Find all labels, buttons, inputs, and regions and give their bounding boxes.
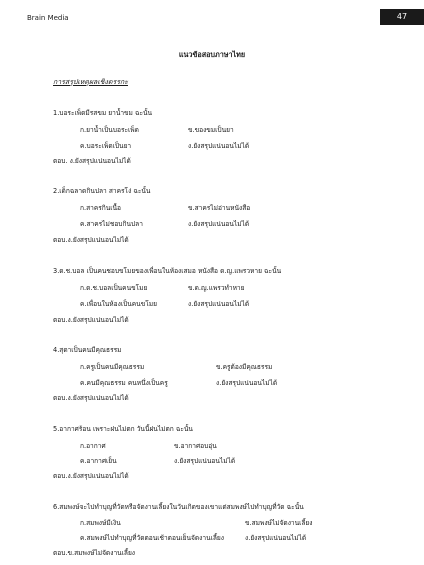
question-6-choice-b: ข.สมพงษ์ไม่จัดงานเลี้ยง: [245, 519, 313, 527]
question-2-stem: 2.เด็กฉลาดกินปลา สาครโง่ ฉะนั้น: [53, 187, 151, 195]
question-1-choice-c: ค.บอระเพ็ดเป็นยา: [80, 142, 132, 150]
question-4-choice-b: ข.ครูต้องมีคุณธรรม: [216, 363, 273, 371]
question-4-choice-c: ค.คนมีคุณธรรม คนหนึ่งเป็นครู: [80, 379, 168, 387]
question-3-stem: 3.ด.ช.บอล เป็นคนชอบขโมยของเพื่อนในห้องเสมอ หนังสือ ด.ญ.แพรวหาย ฉะนั้น: [53, 267, 282, 275]
page-title: แนวข้อสอบภาษาไทย: [178, 50, 246, 59]
page-number: 47: [380, 9, 424, 25]
question-3-choice-c: ค.เพื่อนในห้องเป็นคนขโมย: [80, 300, 157, 308]
question-1-stem: 1.บอระเพ็ดมีรสขม ยาน้ำขม ฉะนั้น: [53, 109, 153, 117]
question-1-choice-d: ง.ยังสรุปแน่นอนไม่ได้: [188, 142, 250, 150]
section-title: การสรุปเหตุผลเชิงตรรกะ: [53, 78, 128, 86]
question-4-choice-a: ก.ครูเป็นคนมีคุณธรรม: [80, 363, 145, 371]
question-5-choice-b: ข.อากาศอบอุ่น: [174, 442, 217, 450]
question-4-answer: ตอบ.ง.ยังสรุปแน่นอนไม่ได้: [53, 394, 129, 402]
question-4-choice-d: ง.ยังสรุปแน่นอนไม่ได้: [216, 379, 278, 387]
question-3-answer: ตอบ.ง.ยังสรุปแน่นอนไม่ได้: [53, 316, 129, 324]
question-2-choice-d: ง.ยังสรุปแน่นอนไม่ได้: [188, 220, 250, 228]
question-3-choice-d: ง.ยังสรุปแน่นอนไม่ได้: [188, 300, 250, 308]
question-2-answer: ตอบ.ง.ยังสรุปแน่นอนไม่ได้: [53, 236, 129, 244]
question-2-choice-a: ก.สาครกินเนื้อ: [80, 204, 121, 212]
question-5-choice-d: ง.ยังสรุปแน่นอนไม่ได้: [174, 457, 236, 465]
question-6-choice-a: ก.สมพงษ์มีเงิน: [80, 519, 121, 527]
question-5-choice-a: ก.อากาศ: [80, 442, 106, 450]
question-4-stem: 4.สุดาเป็นคนมีคุณธรรม: [53, 346, 122, 354]
question-3-choice-b: ข.ด.ญ.แพรวทำหาย: [188, 284, 245, 292]
question-2-choice-b: ข.สาครไม่อ่านหนังสือ: [188, 204, 251, 212]
question-5-answer: ตอบ.ง.ยังสรุปแน่นอนไม่ได้: [53, 472, 129, 480]
question-1-answer: ตอบ. ง.ยังสรุปแน่นอนไม่ได้: [53, 157, 131, 165]
question-6-stem: 6.สมพงษ์จะไปทำบุญที่วัดหรือจัดงานเลี้ยงในวันเกิดของเขาแต่สมพงษ์ไปทำบุญที่วัด ฉะนั้น: [53, 503, 304, 511]
question-6-choice-c: ค.สมพงษ์ไปทำบุญที่วัดตอนเช้าตอนเย็นจัดงานเลี้ยง: [80, 534, 224, 542]
question-5-choice-c: ค.อากาศเย็น: [80, 457, 117, 465]
question-2-choice-c: ค.สาครไม่ชอบกินปลา: [80, 220, 143, 228]
question-6-choice-d: ง.ยังสรุปแน่นอนไม่ได้: [245, 534, 307, 542]
question-1-choice-b: ข.ของขมเป็นยา: [188, 126, 234, 134]
question-3-choice-a: ก.ด.ช.บอลเป็นคนขโมย: [80, 284, 148, 292]
question-6-answer: ตอบ.ข.สมพงษ์ไม่จัดงานเลี้ยง: [53, 549, 136, 557]
publisher-name: Brain Media: [27, 14, 69, 22]
question-5-stem: 5.อากาศร้อน เพราะฝนไม่ตก วันนี้ฝนไม่ตก ฉะนั้น: [53, 425, 193, 433]
question-1-choice-a: ก.ยาน้ำเป็นบอระเพ็ด: [80, 126, 139, 134]
